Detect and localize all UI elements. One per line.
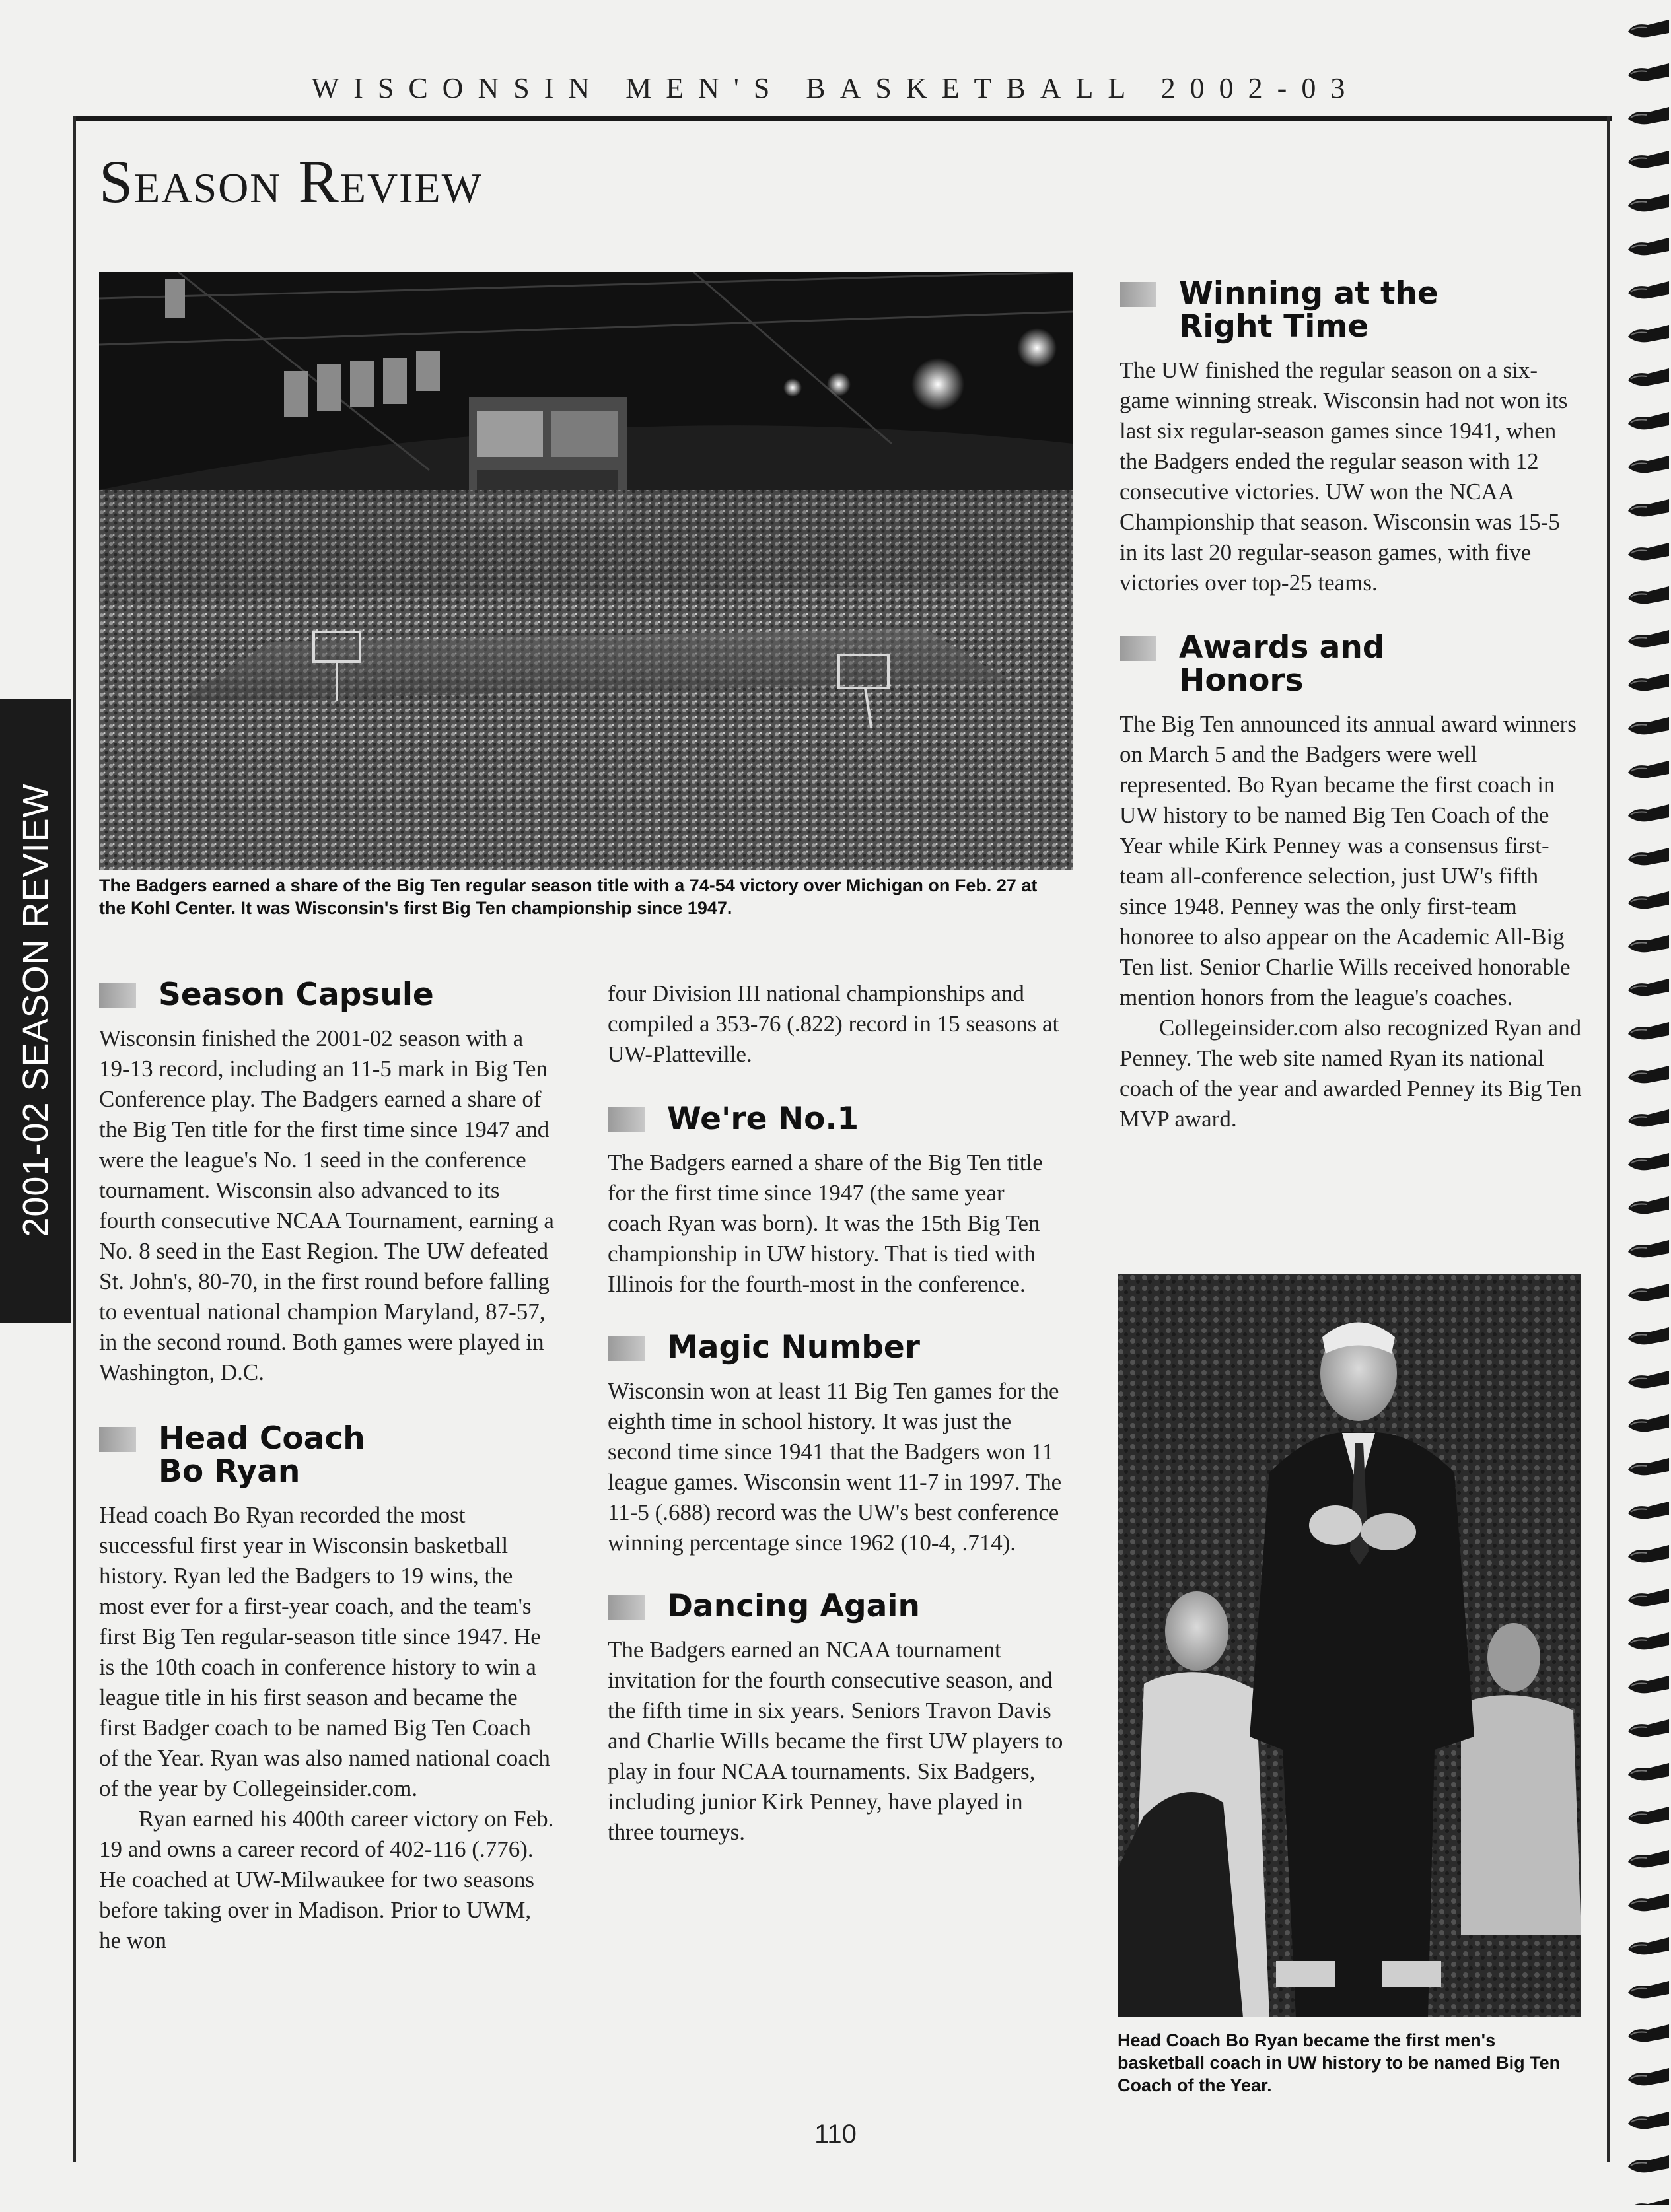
spiral-binding-graphic — [1621, 13, 1671, 2205]
heading-marker — [608, 1336, 645, 1361]
season-capsule-heading-text: Season Capsule — [159, 977, 434, 1013]
right-rule — [1607, 116, 1610, 2162]
heading-marker — [99, 1427, 136, 1452]
top-rule — [73, 116, 1612, 121]
coach-photo — [1118, 1274, 1581, 2017]
heading-marker — [1120, 282, 1156, 307]
arena-photo-caption: The Badgers earned a share of the Big Ten regular season title with a 74-54 victory over Michigan on Feb. 27 at the Kohl Center. It was Wisconsin's first Big Ten championship since 1947. — [99, 876, 1038, 918]
head-coach-heading — [99, 1422, 555, 1488]
dancing-again-heading — [608, 1590, 1063, 1623]
heading-marker — [608, 1595, 645, 1620]
column-left — [99, 979, 555, 1956]
awards-heading-text — [1179, 631, 1385, 697]
column-middle — [608, 979, 1063, 1848]
head-coach-body-continued: Ryan earned his 400th career victory on Feb. 19 and owns a career record of 402-116 (.776). He coached at UW-Milwaukee for two seasons before taking over in Madison. Prior to UWM, he won — [99, 1806, 554, 1953]
running-header: WISCONSIN MEN'S BASKETBALL 2002-03 — [311, 72, 1360, 104]
heading-marker — [1120, 636, 1156, 661]
winning-body: The UW finished the regular season on a six-game winning streak. Wisconsin had not won its last six regular-season games since 1941, when the Badgers ended the regular season with 12 consecutive victories. UW won the NCAA Championship that season. Wisconsin was 15-5 in its last 20 regular-season games, with five victories over top-25 teams. — [1120, 357, 1568, 596]
season-capsule-body: Wisconsin finished the 2001-02 season with a 19-13 record, including an 11-5 mark in Big Ten Conference play. The Badgers earned a share of the Big Ten title for the first time since 1947 and were the league's No. 1 seed in the conference tournament. Wisconsin also advanced to its fourth consecutive NCAA Tournament, earning a No. 8 seed in the East Region. The UW defeated St. John's, 80-70, in the first round before falling to eventual national champion Maryland, 87-57, in the second round. Both games were played in Washington, D.C. — [99, 1025, 554, 1385]
head-coach-body: Head coach Bo Ryan recorded the most successful first year in Wisconsin basketball history. Ryan led the Badgers to 19 wins, the most ever for a first-year coach, and the team's first Big Ten regular-season title since 1947. He is the 10th coach in conference history to win a league title in his first season and became the first Badger coach to be named Big Ten Coach of the Year. Ryan was also named national coach of the year by Collegeinsider.com. — [99, 1502, 550, 1801]
season-capsule-heading — [99, 979, 555, 1012]
heading-marker — [99, 983, 136, 1008]
dancing-again-heading-text: Dancing Again — [667, 1588, 920, 1624]
winning-heading-line1: Winning at the — [1179, 275, 1439, 312]
coach-photo-graphic — [1118, 1274, 1581, 2017]
winning-heading-line2: Right Time — [1179, 308, 1369, 345]
column-right — [1120, 277, 1582, 1134]
winning-heading — [1120, 277, 1582, 343]
arena-photo — [99, 272, 1073, 870]
arena-photo-graphic — [99, 272, 1073, 870]
awards-heading-line1: Awards and — [1179, 629, 1385, 666]
dancing-again-body: The Badgers earned an NCAA tournament invitation for the fourth consecutive season, and the fifth time in six years. Seniors Travon Davis and Charlie Wills became the first UW players to play in four NCAA tournaments. Six Badgers, including junior Kirk Penney, have played in three tourneys. — [608, 1637, 1063, 1845]
page-title: Season Review — [99, 148, 483, 215]
magic-number-heading-text: Magic Number — [667, 1329, 920, 1365]
magic-number-body: Wisconsin won at least 11 Big Ten games for the eighth time in school history. It was just the second time since 1941 that the Badgers won 11 league games. Wisconsin went 11-7 in 1997. The 11-5 (.688) record was the UW's best conference winning percentage since 1962 (10-4, .714). — [608, 1378, 1062, 1556]
heading-marker — [608, 1107, 645, 1132]
head-coach-heading-text — [159, 1422, 365, 1488]
were-no1-heading-text: We're No.1 — [667, 1101, 859, 1137]
left-rule — [73, 116, 76, 2162]
awards-heading — [1120, 631, 1582, 697]
were-no1-body: The Badgers earned a share of the Big Ten title for the first time since 1947 (the same year coach Ryan was born). It was the 15th Big Ten championship in UW history. That is tied with Illinois for the fourth-most in the conference. — [608, 1150, 1043, 1297]
coach-photo-caption: Head Coach Bo Ryan became the first men's basketball coach in UW history to be named Big Ten Coach of the Year. — [1118, 2030, 1561, 2095]
awards-heading-line2: Honors — [1179, 662, 1304, 699]
head-coach-heading-line1: Head Coach — [159, 1420, 365, 1457]
side-tab — [0, 699, 71, 1323]
head-coach-body-carryover: four Division III national championships and compiled a 353-76 (.822) record in 15 seasons at UW-Platteville. — [608, 981, 1059, 1067]
side-tab-label: 2001-02 SEASON REVIEW — [16, 783, 55, 1237]
were-no1-heading — [608, 1103, 1063, 1136]
spiral-binding — [1621, 13, 1671, 2205]
awards-body-continued: Collegeinsider.com also recognized Ryan and Penney. The web site named Ryan its national coach of the year and awarded Penney its Big Ten MVP award. — [1120, 1015, 1582, 1132]
head-coach-heading-line2: Bo Ryan — [159, 1453, 301, 1490]
awards-body: The Big Ten announced its annual award winners on March 5 and the Badgers were well represented. Bo Ryan became the first coach in UW history to be named Big Ten Coach of the Year while Kirk Penney was a consensus first-team all-conference selection, just UW's fifth since 1948. Penney was the only first-team honoree to also appear on the Academic All-Big Ten list. Senior Charlie Wills received honorable mention honors from the league's coaches. — [1120, 711, 1577, 1010]
winning-heading-text — [1179, 277, 1439, 343]
magic-number-heading — [608, 1331, 1063, 1364]
page-number: 110 — [814, 2120, 857, 2149]
